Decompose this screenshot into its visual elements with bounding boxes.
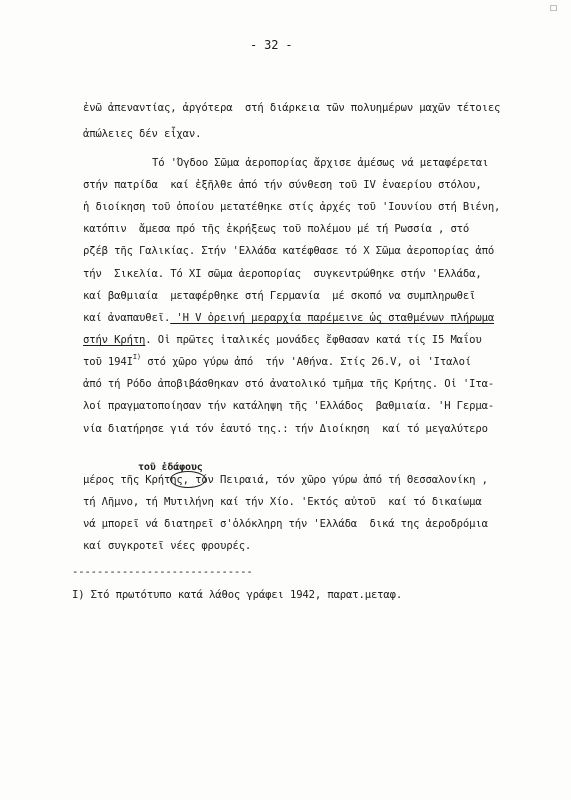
- text-line: κατόπιν ἄμεσα πρό τῆς ἐκρήξεως τοῦ πολέμου μέ τή Ρωσσία , στό: [83, 223, 470, 235]
- text-line: ρζέβ τῆς Γαλικίας. Στήν 'Ελλάδα κατέφθασε τό Χ Σῶμα ἀεροπορίας ἀπό: [83, 245, 495, 257]
- text-line: ἀπό τή Ρόδο ἀποβιβάσθηκαν στό ἀνατολικό τμῆμα τῆς Κρήτης. Οἱ 'Ιτα-: [83, 378, 495, 390]
- text-line: στήν πατρίδα καί ἐξῆλθε ἀπό τήν σύνθεση τοῦ IV ἐναερίου στόλου,: [83, 179, 482, 191]
- text-line: στήν Κρήτη. Οἱ πρῶτες ἰταλικές μονάδες ἔφθασαν κατά τίς Ι5 Μαΐου: [83, 334, 482, 346]
- text-line: νά μπορεῖ νά διατηρεῖ σ'ὁλόκληρη τήν 'Ελλάδα δικά της ἀεροδρόμια: [83, 518, 488, 530]
- text-line: καί βαθμιαία μεταφέρθηκε στή Γερμανία μέ σκοπό να συμπληρωθεῖ: [83, 290, 476, 302]
- handwritten-circle: [170, 471, 206, 488]
- text-line: τοῦ $194I^{I)}$ στό χῶρο γύρω ἀπό τήν 'Αθήνα. Στίς 26.V, οἱ 'Ιταλοί: [83, 353, 472, 368]
- text-line: καί συγκροτεῖ νέες φρουρές.: [83, 540, 252, 552]
- underlined-text: 'Η V ὀρεινή μεραρχία παρέμεινε ὡς σταθμένων πλήρωμα: [170, 312, 495, 324]
- corner-mark: ☐: [549, 4, 557, 13]
- text-line: τήν Σικελία. Τό ΧΙ σῶμα ἀεροπορίας συγκεντρώθηκε στήν 'Ελλάδα,: [83, 268, 482, 280]
- text-line: καί ἀναπαυθεῖ. 'Η V ὀρεινή μεραρχία παρέμεινε ὡς σταθμένων πλήρωμα: [83, 312, 495, 324]
- text-line: Τό 'Όγδοο Σῶμα ἀεροπορίας ἄρχισε ἀμέσως νά μεταφέρεται: [152, 157, 489, 169]
- text-line: λοί πραγματοποίησαν τήν κατάληψη τῆς 'Ελλάδος βαθμιαία. 'Η Γερμα-: [83, 400, 495, 412]
- footnote: Ι) Στό πρωτότυπο κατά λάθος γράφει 1942, παρατ.μεταφ.: [72, 589, 403, 601]
- text-line: ἐνῶ ἀπεναντίας, ἀργότερα στή διάρκεια τῶν πολυημέρων μαχῶν τέτοιες: [83, 102, 501, 114]
- underlined-text: στήν Κρήτη: [83, 334, 146, 346]
- page-number: - 32 -: [250, 38, 293, 52]
- footnote-marker: I): [132, 353, 141, 361]
- text-line: ἡ διοίκηση τοῦ ὁποίου μετατέθηκε στίς ἀρχές τοῦ 'Ιουνίου στή Βιένη,: [83, 201, 501, 213]
- text-line: μέρος τῆς Κρήτης, τόν Πειραιά, τόν χῶρο γύρω ἀπό τή Θεσσαλονίκη ,: [83, 474, 488, 486]
- text-line: ἀπώλειες δέν εἶχαν.: [83, 128, 202, 140]
- footnote-separator: -----------------------------: [72, 566, 253, 578]
- handwritten-insert: τοῦ ἐδάφους: [138, 462, 203, 473]
- text-line: τή Λῆμνο, τή Μυτιλήνη καί τήν Χίο. 'Εκτός αὐτοῦ καί τό δικαίωμα: [83, 496, 482, 508]
- text-line: νία διατήρησε γιά τόν ἑαυτό της.: τήν Διοίκηση καί τό μεγαλύτερο: [83, 423, 488, 435]
